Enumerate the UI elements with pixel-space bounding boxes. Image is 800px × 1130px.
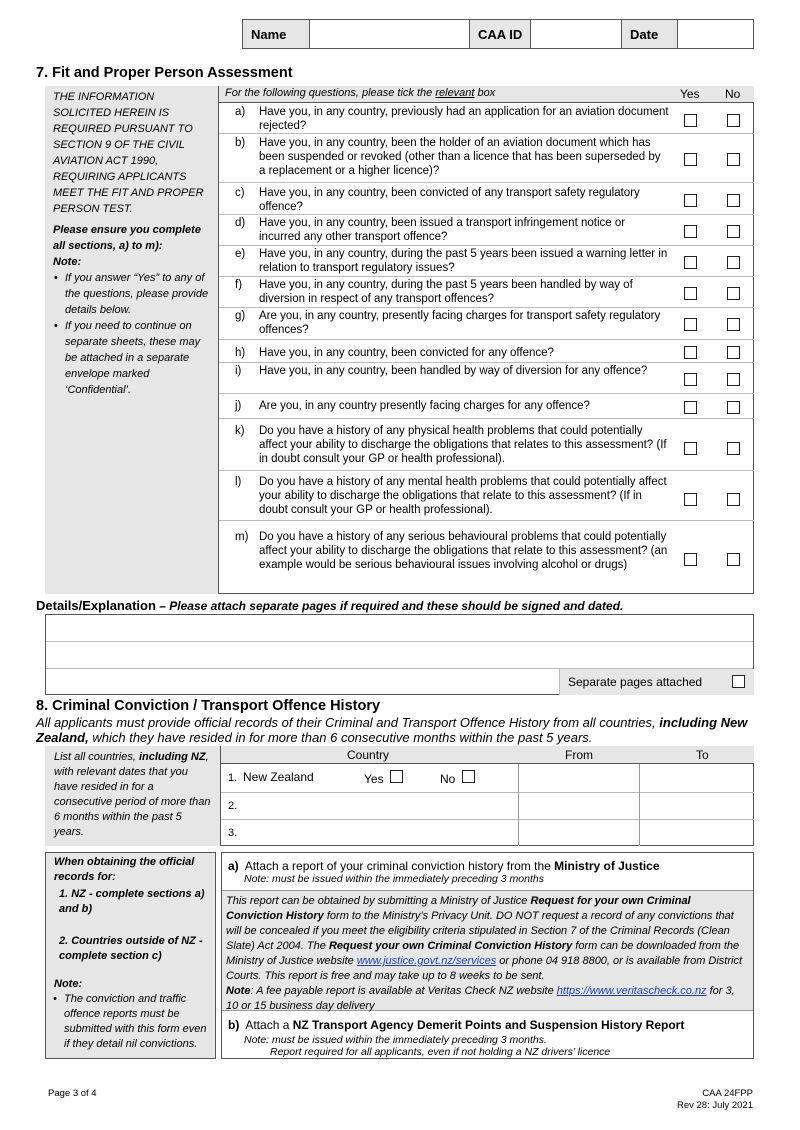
side-bullet: • If you answer “Yes” to any of the questions, please provide details below. bbox=[53, 270, 212, 318]
row1-no-label: No bbox=[440, 772, 456, 786]
applicant-header-table bbox=[242, 19, 754, 49]
countries-side-info: List all countries, including NZ, with relevant dates that you have resided in for a consecutive period of more than 6 months within the past 5 years. bbox=[45, 746, 221, 846]
question-row bbox=[219, 215, 754, 246]
question-row bbox=[219, 183, 754, 215]
question-e-yes-checkbox[interactable] bbox=[684, 256, 697, 269]
question-letter: h) bbox=[235, 347, 246, 359]
section8-title: 8. Criminal Conviction / Transport Offence History bbox=[36, 698, 381, 714]
question-letter: g) bbox=[235, 310, 246, 322]
row-number: 3. bbox=[228, 827, 238, 839]
question-letter: e) bbox=[235, 248, 246, 260]
row1-no-checkbox[interactable] bbox=[462, 770, 475, 783]
date-field[interactable] bbox=[678, 20, 753, 48]
question-letter: k) bbox=[235, 425, 245, 437]
date-label: Date bbox=[622, 20, 678, 48]
column-divider bbox=[518, 764, 519, 846]
question-text: Have you, in any country, been issued a transport infringement notice or incurred any other transport offence? bbox=[259, 217, 626, 243]
country-row[interactable] bbox=[221, 764, 754, 793]
form-revision: Rev 28: July 2021 bbox=[676, 1100, 753, 1111]
row-number: 1. bbox=[228, 772, 238, 784]
section-a: a) Attach a report of your criminal conviction history from the Ministry of Justice Note: must be issued within the immediately preceding 3 months bbox=[222, 853, 753, 890]
note-label: Note: bbox=[53, 256, 82, 268]
question-text: Have you, in any country, been convicted of any transport safety regulatory offence? bbox=[259, 187, 640, 213]
question-a-yes-checkbox[interactable] bbox=[684, 114, 697, 127]
question-a-no-checkbox[interactable] bbox=[727, 114, 740, 127]
section7-title: 7. Fit and Proper Person Assessment bbox=[36, 65, 293, 81]
yes-column-header: Yes bbox=[680, 87, 700, 101]
question-text: Have you, in any country, during the past 5 years been issued a warning letter in relation to transport regulatory issues? bbox=[259, 248, 668, 274]
separate-pages-label: Separate pages attached bbox=[568, 675, 703, 689]
question-h-no-checkbox[interactable] bbox=[727, 346, 740, 359]
veritas-link[interactable]: https://www.veritascheck.co.nz bbox=[556, 985, 707, 997]
question-letter: j) bbox=[235, 400, 242, 412]
question-row bbox=[219, 340, 754, 363]
question-row bbox=[219, 394, 754, 419]
obtain-records-main bbox=[221, 852, 754, 1059]
question-l-yes-checkbox[interactable] bbox=[684, 493, 697, 506]
name-label: Name bbox=[243, 20, 310, 48]
question-letter: c) bbox=[235, 187, 245, 199]
question-text: Are you, in any country, presently facing charges for transport safety regulatory offences? bbox=[259, 310, 661, 336]
question-text: Have you, in any country, previously had an application for an aviation document rejected? bbox=[259, 106, 669, 132]
section7-side-info bbox=[45, 86, 219, 594]
question-letter: f) bbox=[235, 279, 243, 291]
question-i-no-checkbox[interactable] bbox=[727, 373, 740, 386]
question-letter: i) bbox=[235, 365, 242, 377]
question-d-no-checkbox[interactable] bbox=[727, 225, 740, 238]
question-text: Do you have a history of any physical health problems that could potentially affect your ability to discharge the obligations that relates to this assessment? (If in doubt consult your GP or health professional). bbox=[259, 425, 667, 465]
question-g-yes-checkbox[interactable] bbox=[684, 318, 697, 331]
country-column-header: Country bbox=[347, 748, 390, 762]
section-b-note2: Report required for all applicants, even if not holding a NZ drivers’ licence bbox=[270, 1046, 611, 1058]
obtain-other: 2. Countries outside of NZ - complete section c) bbox=[59, 935, 203, 962]
question-row bbox=[219, 246, 754, 277]
details-box[interactable] bbox=[45, 614, 754, 695]
question-k-yes-checkbox[interactable] bbox=[684, 442, 697, 455]
question-k-no-checkbox[interactable] bbox=[727, 442, 740, 455]
question-m-no-checkbox[interactable] bbox=[727, 553, 740, 566]
obtain-records-info bbox=[45, 852, 216, 1059]
caa-id-label: CAA ID bbox=[470, 20, 531, 48]
page-number: Page 3 of 4 bbox=[48, 1088, 97, 1099]
side-bullet: • If you need to continue on separate sheets, these may be attached in a separate envelope marked ‘Confidential’. bbox=[53, 318, 212, 398]
row-number: 2. bbox=[228, 800, 238, 812]
question-text: Do you have a history of any mental health problems that could potentially affect your ability to discharge the obligations that relate to this assessment? (If in doubt consult your GP or health professional). bbox=[259, 476, 667, 516]
question-row bbox=[219, 134, 754, 183]
question-text: Have you, in any country, been convicted for any offence? bbox=[259, 347, 554, 359]
question-text: Are you, in any country presently facing charges for any offence? bbox=[259, 400, 590, 412]
no-column-header: No bbox=[725, 87, 741, 101]
details-title: Details/Explanation – Please attach separate pages if required and these should be signed and dated. bbox=[36, 598, 624, 613]
question-text: Have you, in any country, been the holder of an aviation document which has been suspended or revoked (other than a licence that has been superseded by a replacement or a higher licence)? bbox=[259, 137, 661, 177]
question-g-no-checkbox[interactable] bbox=[727, 318, 740, 331]
question-letter: b) bbox=[235, 137, 246, 149]
section-b: b) Attach a NZ Transport Agency Demerit Points and Suspension History Report Note: must be issued within the immediately preceding 3 months. Report required for all applicants, even if not holding a NZ drivers’ licence bbox=[222, 1013, 753, 1059]
question-letter: d) bbox=[235, 217, 246, 229]
countries-header bbox=[221, 746, 754, 764]
form-info bbox=[600, 1088, 753, 1112]
section-b-note: Note: must be issued within the immediately preceding 3 months. bbox=[244, 1034, 547, 1046]
question-d-yes-checkbox[interactable] bbox=[684, 225, 697, 238]
question-h-yes-checkbox[interactable] bbox=[684, 346, 697, 359]
separate-pages-cell bbox=[559, 669, 754, 695]
questions-header bbox=[219, 86, 754, 103]
question-letter: l) bbox=[235, 476, 242, 488]
question-c-no-checkbox[interactable] bbox=[727, 194, 740, 207]
question-e-no-checkbox[interactable] bbox=[727, 256, 740, 269]
question-j-yes-checkbox[interactable] bbox=[684, 401, 697, 414]
question-f-yes-checkbox[interactable] bbox=[684, 287, 697, 300]
column-divider bbox=[639, 764, 640, 846]
ensure-note: Please ensure you complete all sections, a) to m): bbox=[53, 224, 201, 252]
question-text: Have you, in any country, during the past 5 years been handled by way of diversion in respect of any transport offences? bbox=[259, 279, 633, 305]
row1-yes-checkbox[interactable] bbox=[390, 770, 403, 783]
question-l-no-checkbox[interactable] bbox=[727, 493, 740, 506]
question-m-yes-checkbox[interactable] bbox=[684, 553, 697, 566]
question-row bbox=[219, 277, 754, 308]
country-row[interactable] bbox=[221, 793, 754, 820]
name-field[interactable] bbox=[310, 20, 470, 48]
question-c-yes-checkbox[interactable] bbox=[684, 194, 697, 207]
instruction: For the following questions, please tick the relevant box bbox=[225, 87, 496, 99]
to-column-header: To bbox=[696, 748, 709, 762]
question-row bbox=[219, 471, 754, 521]
obtain-note-label: Note: bbox=[54, 978, 83, 990]
justice-link[interactable]: www.justice.govt.nz/services bbox=[356, 955, 497, 967]
legal-notice: THE INFORMATION SOLICITED HEREIN IS REQUIRED PURSUANT TO SECTION 9 OF THE CIVIL AVIATION ACT 1990, REQUIRING APPLICANTS MEET THE FIT AND PROPER PERSON TEST. bbox=[53, 91, 204, 215]
form-code: CAA 24FPP bbox=[702, 1088, 753, 1099]
question-text: Do you have a history of any serious behavioural problems that could potentially affect your ability to discharge the obligations that relate to this assessment? (an example would be serious behavioural issues involving alcohol or drugs) bbox=[259, 531, 668, 571]
obtain-title: When obtaining the official records for: bbox=[54, 856, 195, 883]
details-line[interactable] bbox=[46, 642, 753, 669]
question-row bbox=[219, 103, 754, 134]
question-f-no-checkbox[interactable] bbox=[727, 287, 740, 300]
question-letter: m) bbox=[235, 531, 249, 543]
obtain-bullet: • The conviction and traffic offence reports must be submitted with this form even if they detail nil convictions. bbox=[53, 993, 207, 1050]
section8-intro: All applicants must provide official records of their Criminal and Transport Offence History from all countries, including New Zealand, which they have resided in for more than 6 consecutive months within the past 5 years. bbox=[36, 715, 748, 745]
row1-yes-label: Yes bbox=[364, 772, 384, 786]
question-row bbox=[219, 308, 754, 340]
section-a-instructions: This report can be obtained by submitting a Ministry of Justice Request for your own Criminal Conviction History form to the Ministry’s Privacy Unit. DO NOT request a record of any convictions that will be concealed if you meet the eligibility criteria stipulated in Section 7 of the Criminal Records (Clean Slate) Act 2004. The Request your own Criminal Conviction History form can be downloaded from the Ministry of Justice website www.justice.govt.nz/services or phone 04 918 8800, or is available from District Courts. This report is free and may take up to 8 weeks to be sent. Note: A fee payable report is available at Veritas Check NZ website https://www.veritascheck.co.nz for 3, 10 or 15 business day delivery bbox=[222, 890, 753, 1011]
from-column-header: From bbox=[565, 748, 593, 762]
question-letter: a) bbox=[235, 106, 246, 118]
separate-pages-checkbox[interactable] bbox=[732, 675, 745, 688]
question-text: Have you, in any country, been handled by way of diversion for any offence? bbox=[259, 365, 648, 377]
obtain-nz: 1. NZ - complete sections a) and b) bbox=[59, 888, 205, 915]
section-a-note: Note: must be issued within the immediately preceding 3 months bbox=[244, 873, 544, 885]
country-row[interactable] bbox=[221, 820, 754, 846]
question-row bbox=[219, 419, 754, 471]
country-name: New Zealand bbox=[243, 770, 314, 784]
question-i-yes-checkbox[interactable] bbox=[684, 373, 697, 386]
question-j-no-checkbox[interactable] bbox=[727, 401, 740, 414]
caa-id-field[interactable] bbox=[531, 20, 622, 48]
question-b-yes-checkbox[interactable] bbox=[684, 153, 697, 166]
details-line[interactable] bbox=[46, 615, 753, 642]
question-b-no-checkbox[interactable] bbox=[727, 153, 740, 166]
question-row bbox=[219, 521, 754, 594]
question-row bbox=[219, 363, 754, 394]
